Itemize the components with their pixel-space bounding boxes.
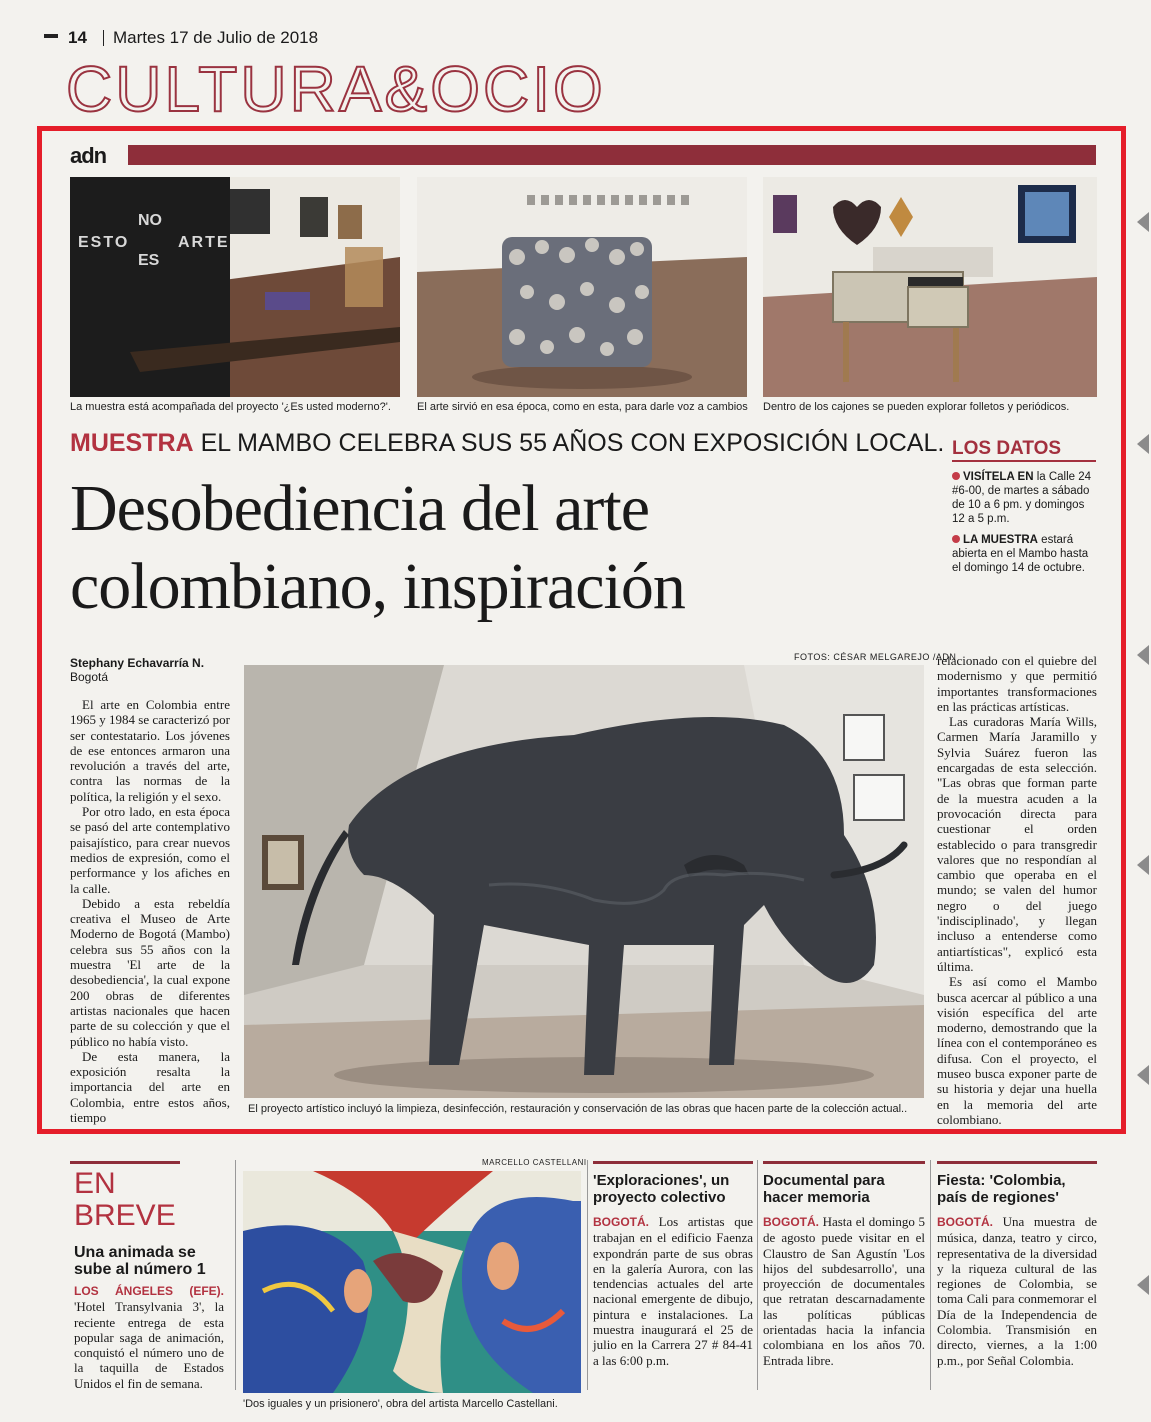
datos-label: LA MUESTRA (963, 534, 1038, 546)
brief-place: BOGOTÁ. (593, 1215, 649, 1229)
arrow-left-icon (1137, 645, 1149, 665)
folio-divider (103, 30, 104, 46)
brief-body: 'Hotel Transylvania 3', la reciente entrega de esta popular saga de animación, conquistó el número uno de la taquilla de Estados Unidos el fin de semana. (74, 1299, 224, 1391)
brief-text (593, 1214, 753, 1368)
photo-credit: FOTOS: CÉSAR MELGAREJO /ADN (794, 652, 957, 662)
brief-body: Los artistas que trabajan en el edificio Faenza expondrán parte de sus obras en la galería Aurora, con las tendencias actuales del arte nacional emergente de dibujo, pintura e instalaciones. La muestra inaugurará el 25 de julio en la Carrera 27 # 84-41 a las 6:00 p.m. (593, 1214, 754, 1368)
page-marker-dash (44, 34, 58, 38)
article-column-right (937, 653, 1097, 1127)
sign-word-3: ES (138, 252, 160, 269)
bullet-icon (952, 472, 960, 480)
article-column-left (70, 697, 230, 1125)
datos-title: LOS DATOS (952, 438, 1062, 459)
arrow-left-icon (1137, 855, 1149, 875)
photo-gallery-sign (70, 177, 400, 397)
arrow-left-icon (1137, 434, 1149, 454)
en-breve-rule (70, 1161, 180, 1164)
column-divider (587, 1160, 588, 1390)
datos-rule (952, 460, 1096, 462)
kicker (70, 429, 944, 458)
bullet-icon (952, 535, 960, 543)
brief-title: Documental para hacer memoria (763, 1172, 885, 1206)
datos-item (952, 470, 1098, 526)
headline-line-2: colombiano, inspiración (70, 550, 685, 623)
datos-item (952, 533, 1098, 575)
photo-caption-2: El arte sirvió en esa época, como en esta, para darle voz a cambios (417, 401, 748, 413)
byline (70, 656, 204, 684)
brief-text (937, 1214, 1097, 1368)
arrow-left-icon (1137, 212, 1149, 232)
datos-label: VISÍTELA EN (963, 471, 1034, 483)
headline-line-1: Desobediencia del arte (70, 472, 650, 545)
paragraph: Es así como el Mambo busca acercar al público a una visión específica del arte moderno, demostrando que la línea con el contemporáneo es difusa. Con el proyecto, el museo busca exponer parte de su historia y dejar una huella en la memoria del arte colombiano. (937, 974, 1097, 1127)
brief-body: Una muestra de música, danza, teatro y circo, representativa de la diversidad y la riqueza cultural de las regiones de Colombia, se toma Cali para conmemorar el Día de la Independencia de Colombia. Transmisión en directo, viernes, a la 1:00 p.m., por Señal Colombia. (937, 1214, 1097, 1368)
brief-body: Hasta el domingo 5 de agosto puede visitar en el Claustro de San Agustín 'Los hijos del subdesarrollo', una proyección de documentales que retratan descarnadamente las políticas públicas orientadas hacia la infancia colombiana en los años 70. Entrada libre. (763, 1214, 925, 1368)
brief-title: Una animada se sube al número 1 (74, 1244, 206, 1278)
brief-rule (937, 1161, 1097, 1164)
kicker-text: EL MAMBO CELEBRA SUS 55 AÑOS CON EXPOSICIÓN LOCAL. (200, 429, 945, 457)
sign-word-2: NO (138, 212, 162, 229)
photo-display-cases (763, 177, 1097, 397)
en-breve-title (74, 1168, 176, 1232)
main-photo-caption: El proyecto artístico incluyó la limpieza, desinfección, restauración y conservación de las obras que hacen parte de la colección actual.. (248, 1103, 908, 1115)
brief-text (763, 1214, 925, 1368)
painting-credit: MARCELLO CASTELLANI (482, 1158, 587, 1167)
brief-rule (763, 1161, 925, 1164)
adn-logo: adn (70, 143, 107, 168)
brief-text (74, 1283, 224, 1391)
arrow-left-icon (1137, 1065, 1149, 1085)
page-number: 14 (68, 28, 87, 47)
location: Bogotá (70, 670, 109, 684)
photo-bull-sculpture (244, 665, 924, 1098)
photo-newspaper-sculpture (417, 177, 747, 397)
issue-date: Martes 17 de Julio de 2018 (113, 28, 319, 47)
section-title: CULTURA&OCIO (66, 53, 606, 125)
brief-rule (593, 1161, 753, 1164)
headline (70, 470, 940, 626)
en-breve-line-2: BREVE (74, 1199, 176, 1232)
en-breve-line-1: EN (74, 1167, 116, 1200)
photo-caption-1: La muestra está acompañada del proyecto '¿Es usted moderno?'. (70, 401, 391, 413)
painting-image (243, 1171, 581, 1393)
painting-caption: 'Dos iguales y un prisionero', obra del artista Marcello Castellani. (243, 1398, 558, 1410)
paragraph: El arte en Colombia entre 1965 y 1984 se caracterizó por ser contestatario. Los jóvenes de ese entonces armaron una revolución a través del arte, contra las normas de la política, la religión y el sexo. (70, 697, 230, 804)
paragraph: Las curadoras María Wills, Carmen María Jaramillo y Sylvia Suárez fueron las encargadas de esta selección. "Las obras que forman parte de la muestra acuden a la provocación directa para cuestionar el orden establecido o para transgredir valores que no respondían al cambio que operaba en el mundo; se valen del humor negro o del juego 'indisciplinado', y llegan incluso a entenderse como antiartísticas", explicó esta última. (937, 714, 1097, 974)
paragraph: De esta manera, la exposición resalta la importancia del arte en Colombia, entre estos años, tiempo (70, 1048, 230, 1126)
paragraph: Debido a esta rebeldía creativa el Museo de Arte Moderno de Bogotá (Mambo) celebra sus 55 años con la muestra 'El arte de la desobediencia', la cual expone 200 obras de diferentes artistas nacionales que hacen parte de su colección y que el público no había visto. (70, 895, 230, 1049)
author: Stephany Echavarría N. (70, 656, 205, 670)
brief-place: BOGOTÁ. (763, 1215, 819, 1229)
paragraph: Por otro lado, en esta época se pasó del arte contemplativo paisajístico, para crear nuevos medios de expresión, como el performance y los afiches en la calle. (70, 804, 230, 896)
brief-place: LOS ÁNGELES (EFE). (74, 1284, 224, 1298)
photo-caption-3: Dentro de los cajones se pueden explorar folletos y periódicos. (763, 401, 1070, 413)
arrow-left-icon (1137, 1275, 1149, 1295)
sign-word-4: ARTE (178, 234, 230, 251)
paragraph: relacionado con el quiebre del modernismo y que permitió importantes transformaciones en las prácticas artísticas. (937, 653, 1097, 714)
kicker-label: MUESTRA (70, 429, 194, 457)
column-divider (930, 1160, 931, 1390)
brief-place: BOGOTÁ. (937, 1215, 993, 1229)
column-divider (235, 1160, 236, 1390)
brief-title: Fiesta: 'Colombia, país de regiones' (937, 1172, 1066, 1206)
brand-bar (128, 145, 1096, 165)
sign-word-1: ESTO (78, 234, 130, 251)
datos-text: la Calle 24 #6-00, de martes a sábado de 10 a 6 pm. y domingos 12 a 5 p.m. (952, 471, 1092, 525)
brief-title: 'Exploraciones', un proyecto colectivo (593, 1172, 730, 1206)
column-divider (757, 1160, 758, 1390)
datos-text: estará abierta en el Mambo hasta el domingo 14 de octubre. (952, 534, 1089, 574)
